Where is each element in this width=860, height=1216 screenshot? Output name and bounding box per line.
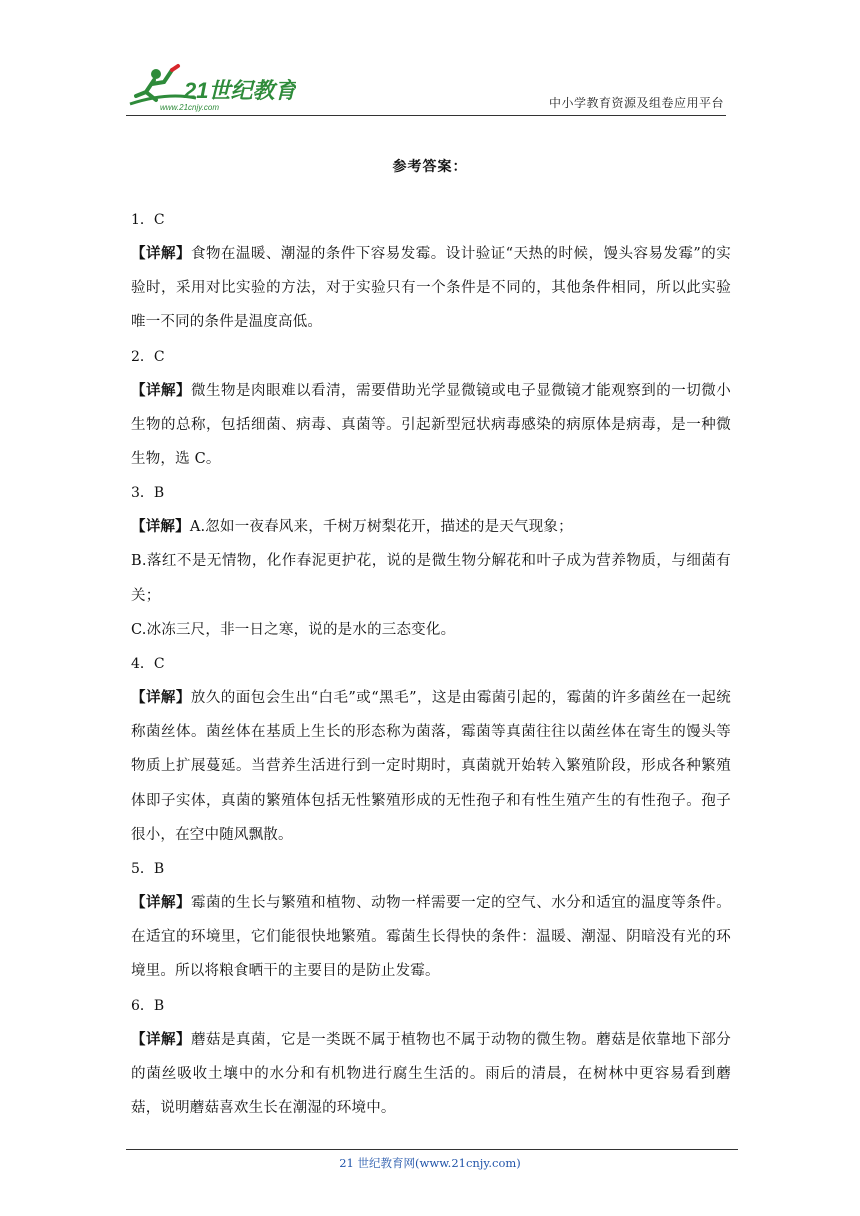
footer-divider bbox=[126, 1149, 738, 1150]
logo-graphic bbox=[126, 62, 296, 114]
answer-item-5 bbox=[131, 852, 731, 989]
answer-number: 6．B bbox=[131, 997, 165, 1014]
detail-paragraph bbox=[131, 237, 731, 340]
answer-item-2 bbox=[131, 340, 731, 477]
detail-text: 放久的面包会生出“白毛”或“黑毛”，这是由霉菌引起的，霉菌的许多菌丝在一起统称菌丝体。菌丝体在基质上生长的形态称为菌落，霉菌等真菌往往以菌丝体在寄生的馒头等物质上扩展蔓延。当营养生活进行到一定时期时，真菌就开始转入繁殖阶段，形成各种繁殖体即子实体，真菌的繁殖体包括无性繁殖形成的无性孢子和有性生殖产生的有性孢子。孢子很小，在空中随风飘散。 bbox=[131, 690, 731, 843]
logo-text: 21世纪教育 bbox=[184, 78, 296, 103]
detail-text: 食物在温暖、潮湿的条件下容易发霉。设计验证“天热的时候，馒头容易发霉”的实验时，采用对比实验的方法，对于实验只有一个条件是不同的，其他条件相同，所以此实验唯一不同的条件是温度高低。 bbox=[131, 246, 731, 331]
detail-text: 微生物是肉眼难以看清，需要借助光学显微镜或电子显微镜才能观察到的一切微小生物的总称，包括细菌、病毒、真菌等。引起新型冠状病毒感染的病原体是病毒，是一种微生物，选 C。 bbox=[131, 382, 731, 468]
answer-detail bbox=[131, 681, 731, 852]
detail-paragraph bbox=[131, 886, 731, 989]
answer-number: 5．B bbox=[131, 861, 165, 878]
answer-number: 4．C bbox=[131, 656, 165, 673]
answer-item-3 bbox=[131, 476, 731, 647]
detail-text: A.忽如一夜春风来，千树万树梨花开，描述的是天气现象； bbox=[189, 519, 573, 536]
answer-detail bbox=[131, 510, 731, 647]
page-header bbox=[126, 62, 726, 118]
logo-url: www.21cnjy.com bbox=[160, 103, 219, 112]
site-logo[interactable] bbox=[126, 62, 296, 114]
detail-label: 【详解】 bbox=[131, 245, 191, 262]
header-divider bbox=[126, 115, 726, 116]
answer-number: 2．C bbox=[131, 348, 165, 365]
detail-paragraph bbox=[131, 1023, 731, 1126]
answer-detail bbox=[131, 886, 731, 989]
answer-number: 3．B bbox=[131, 485, 165, 502]
detail-label: 【详解】 bbox=[131, 1030, 192, 1048]
answer-item-6 bbox=[131, 989, 731, 1126]
answer-detail bbox=[131, 237, 731, 340]
detail-label: 【详解】 bbox=[131, 381, 192, 399]
answer-item-1 bbox=[131, 203, 731, 340]
answer-list bbox=[131, 203, 731, 1125]
footer-link[interactable]: 21 世纪教育网(www.21cnjy.com) bbox=[339, 1156, 521, 1170]
detail-label: 【详解】 bbox=[131, 518, 190, 536]
detail-text: 蘑菇是真菌，它是一类既不属于植物也不属于动物的微生物。蘑菇是依靠地下部分的菌丝吸收土壤中的水分和有机物进行腐生生活的。雨后的清晨，在树林中更容易看到蘑菇，说明蘑菇喜欢生长在潮湿的环境中。 bbox=[131, 1031, 731, 1117]
detail-paragraph bbox=[131, 681, 731, 852]
answer-detail bbox=[131, 1023, 731, 1126]
answer-number: 1．C bbox=[131, 212, 165, 228]
detail-paragraph: B.落红不是无情物，化作春泥更护花，说的是微生物分解花和叶子成为营养物质，与细菌有关； bbox=[131, 553, 731, 604]
answer-detail bbox=[131, 374, 731, 477]
detail-text: 霉菌的生长与繁殖和植物、动物一样需要一定的空气、水分和适宜的温度等条件。在适宜的环境里，它们能很快地繁殖。霉菌生长得快的条件：温暖、潮湿、阴暗没有光的环境里。所以将粮食晒干的主要目的是防止发霉。 bbox=[131, 895, 731, 980]
detail-paragraph bbox=[131, 510, 731, 544]
detail-label: 【详解】 bbox=[131, 689, 191, 707]
detail-label: 【详解】 bbox=[131, 894, 192, 912]
detail-paragraph bbox=[131, 374, 731, 477]
answer-item-4 bbox=[131, 647, 731, 852]
detail-paragraph: C.冰冻三尺，非一日之寒，说的是水的三态变化。 bbox=[131, 621, 456, 638]
header-platform-name: 中小学教育资源及组卷应用平台 bbox=[548, 96, 724, 110]
page-title: 参考答案： bbox=[392, 159, 468, 175]
